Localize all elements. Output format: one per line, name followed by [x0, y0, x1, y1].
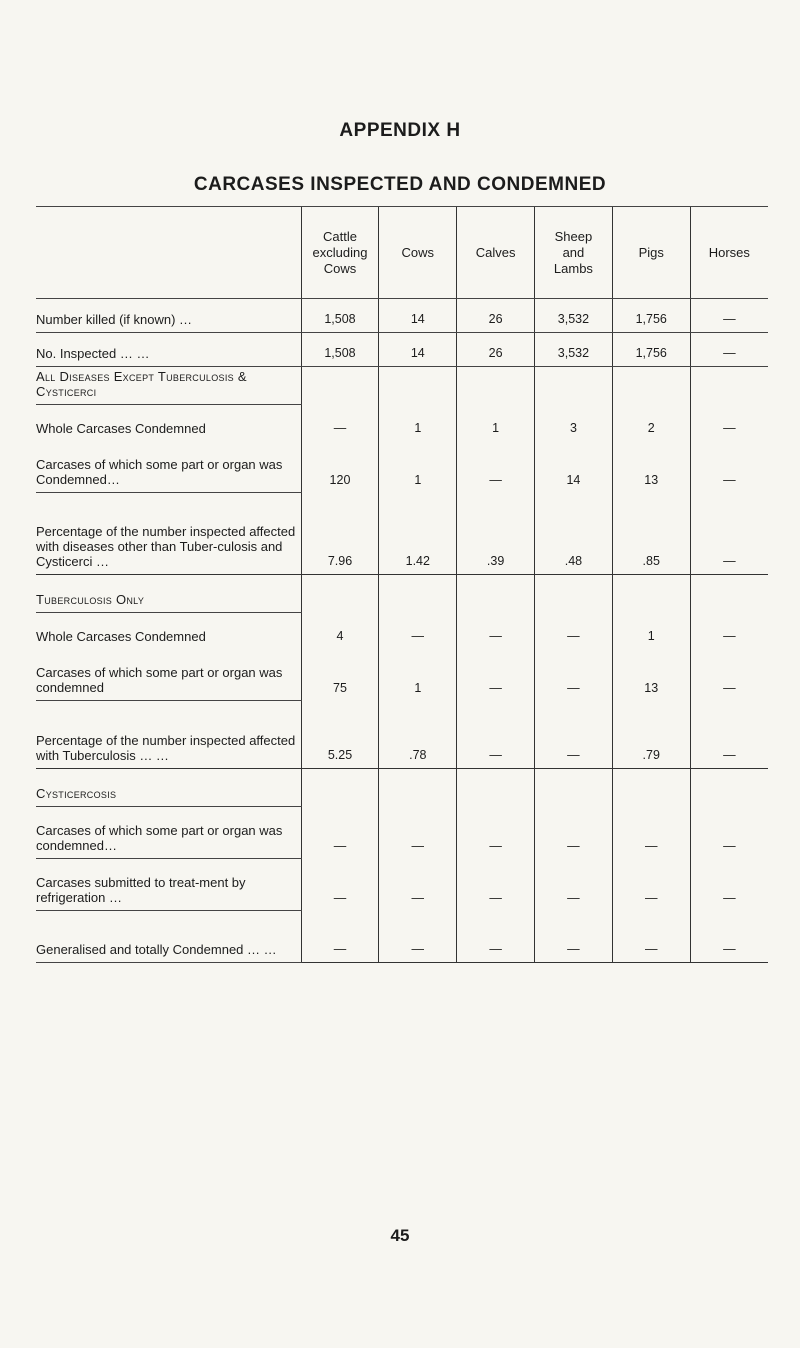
value-cell: 7.96 — [301, 493, 379, 575]
value-cell: — — [690, 859, 768, 911]
value-cell: — — [535, 701, 613, 769]
value-cell: 14 — [379, 333, 457, 367]
value-cell: — — [612, 911, 690, 963]
carcases-table — [36, 206, 768, 963]
value-cell: 1 — [379, 649, 457, 701]
section-heading: Cysticercosis — [36, 769, 301, 807]
value-cell: — — [690, 911, 768, 963]
value-cell: — — [535, 613, 613, 649]
value-cell: 1 — [379, 405, 457, 441]
value-cell: 26 — [457, 333, 535, 367]
value-cell: — — [457, 613, 535, 649]
empty-cell — [535, 769, 613, 807]
value-cell: — — [379, 807, 457, 859]
column-header: Calves — [457, 207, 535, 299]
row-label: Carcases of which some part or organ was condemned — [36, 649, 301, 701]
value-cell: 1,508 — [301, 333, 379, 367]
column-header: Horses — [690, 207, 768, 299]
value-cell: .79 — [612, 701, 690, 769]
value-cell: — — [379, 911, 457, 963]
table-row — [36, 649, 768, 701]
header-blank — [36, 207, 301, 299]
table-title: CARCASES INSPECTED AND CONDEMNED — [193, 174, 607, 195]
value-cell: — — [301, 807, 379, 859]
empty-cell — [379, 367, 457, 405]
table-row — [36, 493, 768, 575]
section-heading-row — [36, 575, 768, 613]
table-row — [36, 405, 768, 441]
empty-cell — [457, 769, 535, 807]
value-cell: — — [612, 859, 690, 911]
empty-cell — [612, 367, 690, 405]
value-cell: 14 — [535, 441, 613, 493]
empty-cell — [457, 367, 535, 405]
table-row — [36, 701, 768, 769]
empty-cell — [301, 367, 379, 405]
row-label: Carcases of which some part or organ was Condemned… — [36, 441, 301, 493]
appendix-heading: APPENDIX H — [339, 120, 461, 141]
value-cell: — — [457, 441, 535, 493]
value-cell: 1,508 — [301, 299, 379, 333]
table-row — [36, 807, 768, 859]
section-heading-row — [36, 769, 768, 807]
table-row — [36, 299, 768, 333]
value-cell: — — [690, 333, 768, 367]
value-cell: 75 — [301, 649, 379, 701]
page-number: 45 — [390, 1226, 410, 1245]
column-header: Cows — [379, 207, 457, 299]
empty-cell — [379, 575, 457, 613]
row-label: Carcases of which some part or organ was condemned… — [36, 807, 301, 859]
empty-cell — [379, 769, 457, 807]
value-cell: 13 — [612, 441, 690, 493]
column-header: Sheep and Lambs — [535, 207, 613, 299]
value-cell: .48 — [535, 493, 613, 575]
row-label: Percentage of the number inspected affected with diseases other than Tuber-culosis and Cysticerci … — [36, 493, 301, 575]
value-cell: — — [301, 911, 379, 963]
value-cell: 1 — [612, 613, 690, 649]
row-label: No. Inspected … … — [36, 333, 301, 367]
value-cell: .85 — [612, 493, 690, 575]
value-cell: — — [379, 613, 457, 649]
value-cell: — — [690, 701, 768, 769]
section-heading-row — [36, 367, 768, 405]
empty-cell — [301, 769, 379, 807]
empty-cell — [457, 575, 535, 613]
empty-cell — [612, 575, 690, 613]
value-cell: — — [457, 911, 535, 963]
row-label: Generalised and totally Condemned … … — [36, 911, 301, 963]
value-cell: — — [301, 405, 379, 441]
value-cell: — — [535, 859, 613, 911]
value-cell: 1,756 — [612, 299, 690, 333]
empty-cell — [690, 769, 768, 807]
table-row — [36, 859, 768, 911]
value-cell: — — [690, 405, 768, 441]
value-cell: 13 — [612, 649, 690, 701]
value-cell: 14 — [379, 299, 457, 333]
value-cell: — — [690, 441, 768, 493]
value-cell: — — [301, 859, 379, 911]
value-cell: — — [457, 859, 535, 911]
section-heading: Tuberculosis Only — [36, 575, 301, 613]
table-row — [36, 613, 768, 649]
empty-cell — [690, 367, 768, 405]
value-cell: 1.42 — [379, 493, 457, 575]
value-cell: — — [612, 807, 690, 859]
empty-cell — [690, 575, 768, 613]
value-cell: 3 — [535, 405, 613, 441]
row-label: Number killed (if known) … — [36, 299, 301, 333]
value-cell: 5.25 — [301, 701, 379, 769]
value-cell: — — [690, 807, 768, 859]
row-label: Whole Carcases Condemned — [36, 628, 206, 644]
value-cell: — — [690, 649, 768, 701]
row-label: Percentage of the number inspected affected with Tuberculosis … … — [36, 701, 301, 769]
value-cell: 120 — [301, 441, 379, 493]
row-label: Carcases submitted to treat-ment by refrigeration … — [36, 859, 301, 911]
value-cell: — — [457, 649, 535, 701]
value-cell: — — [535, 807, 613, 859]
value-cell: .78 — [379, 701, 457, 769]
value-cell: — — [457, 701, 535, 769]
value-cell: — — [535, 649, 613, 701]
value-cell: 3,532 — [535, 299, 613, 333]
value-cell: .39 — [457, 493, 535, 575]
header-row — [36, 207, 768, 299]
value-cell: 2 — [612, 405, 690, 441]
value-cell: 3,532 — [535, 333, 613, 367]
value-cell: 1 — [379, 441, 457, 493]
value-cell: — — [690, 493, 768, 575]
value-cell: — — [690, 299, 768, 333]
section-heading: All Diseases Except Tuberculosis & Cysticerci — [36, 367, 301, 405]
empty-cell — [301, 575, 379, 613]
column-header: Pigs — [612, 207, 690, 299]
value-cell: 4 — [301, 613, 379, 649]
empty-cell — [535, 575, 613, 613]
value-cell: — — [457, 807, 535, 859]
column-header: Cattle excluding Cows — [301, 207, 379, 299]
row-label: Whole Carcases Condemned — [36, 420, 206, 436]
value-cell: 26 — [457, 299, 535, 333]
empty-cell — [612, 769, 690, 807]
value-cell: 1,756 — [612, 333, 690, 367]
table-row — [36, 911, 768, 963]
value-cell: — — [379, 859, 457, 911]
value-cell: 1 — [457, 405, 535, 441]
empty-cell — [535, 367, 613, 405]
value-cell: — — [535, 911, 613, 963]
table-row — [36, 441, 768, 493]
table-row — [36, 333, 768, 367]
value-cell: — — [690, 613, 768, 649]
